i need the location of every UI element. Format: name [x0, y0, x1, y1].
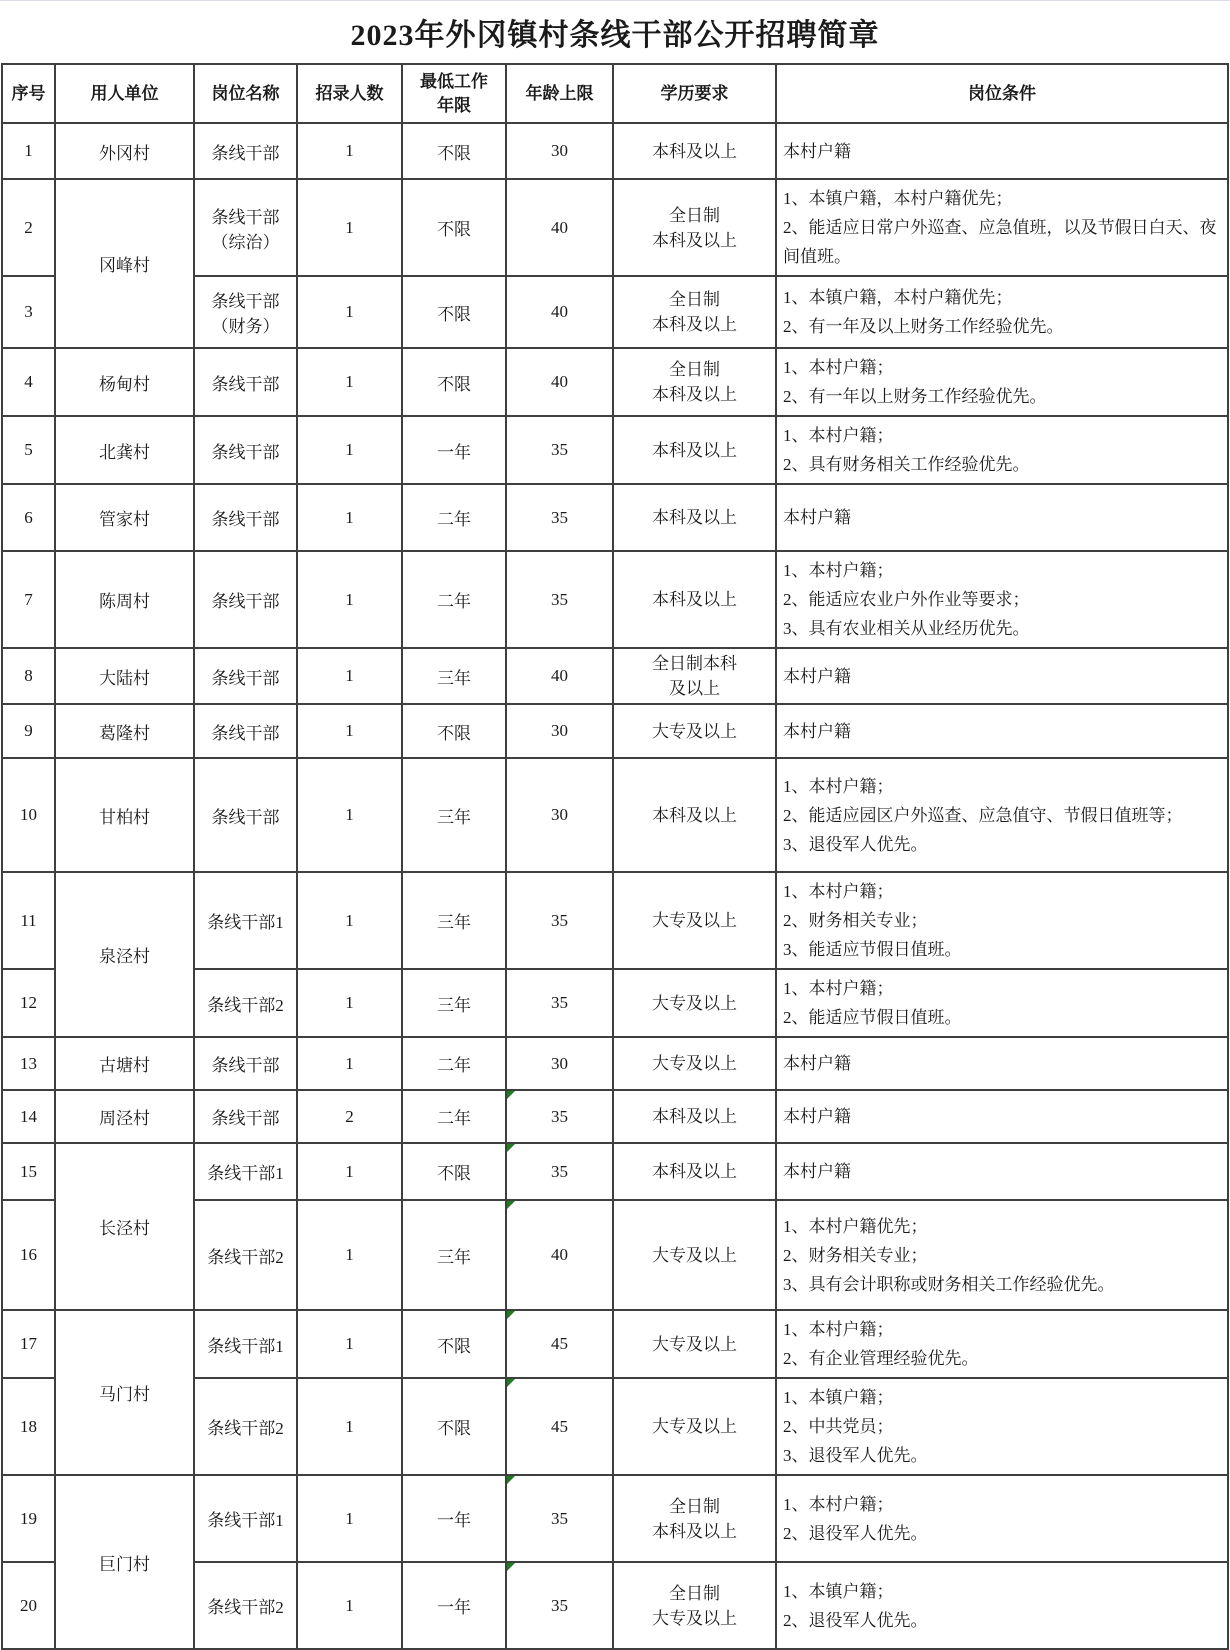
column-header-line: 岗位名称 [211, 83, 280, 103]
condition-line: 1、本镇户籍； [783, 1388, 894, 1407]
cell-education [613, 1090, 776, 1143]
cell-education [613, 1143, 776, 1200]
cell-position: 条线干部2 [194, 1378, 297, 1475]
cell-education [613, 969, 776, 1037]
cell-no: 15 [2, 1143, 55, 1200]
cell-count: 1 [297, 872, 402, 969]
cell-age-limit: 45 [506, 1310, 613, 1378]
condition-line: 本村户籍 [783, 1107, 851, 1126]
cell-no: 17 [2, 1310, 55, 1378]
cell-conditions [776, 1378, 1228, 1475]
education-line: 本科及以上 [652, 1162, 737, 1181]
table-row [2, 1143, 1228, 1200]
cell-count: 1 [297, 1562, 402, 1649]
cell-count: 1 [297, 648, 402, 704]
condition-line: 2、具有财务相关工作经验优先。 [783, 455, 1030, 474]
education-line: 大专及以上 [652, 1334, 737, 1354]
excel-error-flag-icon [507, 1563, 515, 1571]
cell-village: 大陆村 [55, 648, 194, 704]
condition-line: 2、有一年及以上财务工作经验优先。 [783, 317, 1064, 336]
cell-education [613, 1200, 776, 1310]
cell-no: 8 [2, 648, 55, 704]
cell-age-limit: 30 [506, 758, 613, 872]
education-line: 大专及以上 [652, 1608, 737, 1628]
cell-no: 14 [2, 1090, 55, 1143]
column-header-age-limit [506, 64, 613, 123]
excel-error-flag-icon [507, 1144, 515, 1152]
cell-no: 7 [2, 551, 55, 648]
cell-count: 1 [297, 1200, 402, 1310]
cell-min-years: 二年 [402, 1090, 506, 1143]
table-row [2, 551, 1228, 648]
education-line: 本科及以上 [652, 141, 737, 161]
cell-min-years: 三年 [402, 1200, 506, 1310]
cell-count: 1 [297, 348, 402, 416]
condition-line: 1、本镇户籍； [783, 1581, 894, 1601]
cell-no: 11 [2, 872, 55, 969]
excel-error-flag-icon [507, 1476, 515, 1484]
column-header-line: 学历要求 [660, 83, 729, 103]
condition-line: 2、有企业管理经验优先。 [783, 1349, 979, 1368]
condition-line: 本村户籍 [783, 1162, 851, 1181]
condition-line: 2、财务相关专业； [783, 1245, 928, 1265]
cell-count: 1 [297, 276, 402, 348]
cell-education [613, 1562, 776, 1649]
table-row [2, 1090, 1228, 1143]
condition-line: 2、退役军人优先。 [783, 1610, 928, 1630]
cell-no: 1 [2, 123, 55, 179]
condition-line: 本村户籍 [783, 141, 851, 161]
cell-count: 1 [297, 179, 402, 276]
cell-age-limit: 35 [506, 1475, 613, 1562]
condition-line: 本村户籍 [783, 1054, 851, 1073]
cell-age-limit: 40 [506, 648, 613, 704]
column-header-position [194, 64, 297, 123]
column-header-line: 岗位条件 [968, 83, 1036, 103]
cell-conditions [776, 1037, 1228, 1090]
cell-conditions [776, 551, 1228, 648]
table-row [2, 348, 1228, 416]
cell-position: 条线干部1 [194, 1143, 297, 1200]
condition-line: 1、本村户籍； [783, 561, 894, 580]
condition-line: 1、本村户籍； [783, 776, 894, 796]
header-row [2, 64, 1228, 123]
cell-age-limit: 40 [506, 179, 613, 276]
education-line: 本科及以上 [652, 440, 737, 460]
cell-min-years: 三年 [402, 872, 506, 969]
cell-education [613, 872, 776, 969]
education-line: 全日制 [669, 1583, 720, 1603]
cell-position: 条线干部 [194, 484, 297, 551]
cell-village: 陈周村 [55, 551, 194, 648]
cell-no: 5 [2, 416, 55, 484]
cell-min-years: 不限 [402, 276, 506, 348]
condition-line: 2、能适应节假日值班。 [783, 1008, 962, 1027]
table-row [2, 1310, 1228, 1378]
page-title: 2023年外冈镇村条线干部公开招聘简章 [350, 19, 880, 52]
education-line: 本科及以上 [652, 1107, 737, 1126]
table-row [2, 416, 1228, 484]
cell-village: 冈峰村 [55, 179, 194, 348]
cell-min-years: 一年 [402, 1475, 506, 1562]
education-line: 本科及以上 [652, 1521, 737, 1541]
condition-line: 1、本村户籍； [783, 882, 894, 901]
cell-conditions [776, 484, 1228, 551]
cell-position: 条线干部（综治） [194, 179, 297, 276]
cell-education [613, 276, 776, 348]
education-line: 全日制 [669, 1496, 720, 1516]
cell-position: 条线干部2 [194, 969, 297, 1037]
cell-count: 1 [297, 416, 402, 484]
cell-min-years: 不限 [402, 1378, 506, 1475]
cell-count: 1 [297, 1310, 402, 1378]
education-line: 本科及以上 [652, 508, 737, 527]
table-header [2, 64, 1228, 123]
education-line: 全日制 [669, 290, 720, 309]
cell-conditions [776, 1200, 1228, 1310]
education-line: 大专及以上 [652, 1417, 737, 1436]
condition-line: 2、能适应农业户外作业等要求； [783, 590, 1030, 609]
condition-line: 1、本村户籍； [783, 358, 894, 377]
cell-no: 6 [2, 484, 55, 551]
column-header-line: 用人单位 [90, 83, 159, 103]
cell-position: 条线干部1 [194, 1475, 297, 1562]
cell-age-limit: 35 [506, 1143, 613, 1200]
table-row [2, 648, 1228, 704]
education-line: 全日制本科 [652, 654, 737, 673]
cell-no: 19 [2, 1475, 55, 1562]
cell-education [613, 1310, 776, 1378]
cell-position: 条线干部 [194, 648, 297, 704]
education-line: 本科及以上 [652, 385, 737, 404]
cell-conditions [776, 648, 1228, 704]
cell-conditions [776, 123, 1228, 179]
cell-position: 条线干部2 [194, 1200, 297, 1310]
education-line: 本科及以上 [652, 315, 737, 334]
cell-position: 条线干部（财务） [194, 276, 297, 348]
cell-no: 20 [2, 1562, 55, 1649]
cell-min-years: 三年 [402, 758, 506, 872]
cell-no: 2 [2, 179, 55, 276]
column-header-count [297, 64, 402, 123]
excel-error-flag-icon [507, 1091, 515, 1099]
cell-count: 1 [297, 1378, 402, 1475]
cell-count: 1 [297, 1143, 402, 1200]
cell-age-limit: 35 [506, 872, 613, 969]
condition-line: 3、退役军人优先。 [783, 1446, 928, 1465]
cell-village: 杨甸村 [55, 348, 194, 416]
cell-age-limit: 40 [506, 348, 613, 416]
cell-age-limit: 45 [506, 1378, 613, 1475]
column-header-min-years [402, 64, 506, 123]
cell-position: 条线干部2 [194, 1562, 297, 1649]
cell-education [613, 704, 776, 758]
cell-education [613, 1378, 776, 1475]
cell-position: 条线干部 [194, 123, 297, 179]
cell-conditions [776, 348, 1228, 416]
cell-age-limit: 30 [506, 704, 613, 758]
education-line: 本科及以上 [652, 230, 737, 250]
cell-conditions [776, 758, 1228, 872]
table-row [2, 872, 1228, 969]
cell-no: 10 [2, 758, 55, 872]
condition-line: 1、本村户籍； [783, 1320, 894, 1339]
recruitment-table [1, 63, 1229, 1650]
cell-no: 3 [2, 276, 55, 348]
cell-position: 条线干部 [194, 758, 297, 872]
cell-age-limit: 40 [506, 1200, 613, 1310]
table-row [2, 1037, 1228, 1090]
condition-line: 本村户籍 [783, 721, 851, 741]
cell-village: 长泾村 [55, 1143, 194, 1310]
cell-min-years: 三年 [402, 648, 506, 704]
cell-age-limit: 30 [506, 1037, 613, 1090]
cell-conditions [776, 1562, 1228, 1649]
cell-no: 16 [2, 1200, 55, 1310]
cell-position: 条线干部1 [194, 1310, 297, 1378]
column-header-line: 最低工作 [420, 71, 488, 91]
cell-count: 1 [297, 551, 402, 648]
cell-no: 13 [2, 1037, 55, 1090]
column-header-line: 年龄上限 [525, 83, 594, 103]
condition-line: 2、能适应园区户外巡查、应急值守、节假日值班等； [783, 805, 1183, 825]
column-header-education [613, 64, 776, 123]
cell-village: 葛隆村 [55, 704, 194, 758]
cell-min-years: 一年 [402, 416, 506, 484]
cell-education [613, 416, 776, 484]
cell-education [613, 1475, 776, 1562]
cell-conditions [776, 1090, 1228, 1143]
cell-count: 1 [297, 969, 402, 1037]
cell-conditions [776, 872, 1228, 969]
condition-line: 2、退役军人优先。 [783, 1523, 928, 1543]
cell-count: 1 [297, 704, 402, 758]
cell-position: 条线干部 [194, 704, 297, 758]
cell-age-limit: 40 [506, 276, 613, 348]
cell-min-years: 二年 [402, 484, 506, 551]
cell-no: 18 [2, 1378, 55, 1475]
condition-line: 1、本村户籍； [783, 979, 894, 998]
cell-village: 管家村 [55, 484, 194, 551]
cell-conditions [776, 179, 1228, 276]
condition-line: 3、能适应节假日值班。 [783, 940, 962, 959]
cell-age-limit: 35 [506, 484, 613, 551]
cell-age-limit: 35 [506, 416, 613, 484]
column-header-conditions [776, 64, 1228, 123]
cell-education [613, 551, 776, 648]
cell-no: 4 [2, 348, 55, 416]
cell-conditions [776, 416, 1228, 484]
column-header-line: 序号 [11, 83, 46, 103]
cell-count: 2 [297, 1090, 402, 1143]
cell-village: 甘柏村 [55, 758, 194, 872]
condition-line: 1、本镇户籍，本村户籍优先； [783, 288, 1013, 307]
cell-conditions [776, 1310, 1228, 1378]
cell-education [613, 123, 776, 179]
cell-education [613, 179, 776, 276]
cell-village: 周泾村 [55, 1090, 194, 1143]
cell-conditions [776, 1475, 1228, 1562]
table-row [2, 484, 1228, 551]
condition-line: 3、退役军人优先。 [783, 834, 928, 854]
cell-age-limit: 35 [506, 1562, 613, 1649]
column-header-line: 招录人数 [315, 83, 384, 103]
table-row [2, 179, 1228, 276]
cell-position: 条线干部 [194, 1090, 297, 1143]
cell-no: 12 [2, 969, 55, 1037]
education-line: 大专及以上 [652, 721, 737, 741]
table-row [2, 704, 1228, 758]
condition-line: 本村户籍 [783, 666, 851, 686]
cell-count: 1 [297, 484, 402, 551]
cell-age-limit: 35 [506, 969, 613, 1037]
condition-line: 3、具有会计职称或财务相关工作经验优先。 [783, 1274, 1115, 1294]
column-header-employer [55, 64, 194, 123]
cell-position: 条线干部 [194, 551, 297, 648]
cell-conditions [776, 1143, 1228, 1200]
column-header-line: 年限 [437, 95, 471, 115]
cell-conditions [776, 704, 1228, 758]
condition-line: 2、能适应日常户外巡查、应急值班，以及节假日白天、夜间值班。 [783, 218, 1217, 266]
education-line: 全日制 [669, 205, 720, 225]
excel-error-flag-icon [507, 1379, 515, 1387]
cell-min-years: 不限 [402, 1310, 506, 1378]
cell-count: 1 [297, 758, 402, 872]
cell-count: 1 [297, 123, 402, 179]
condition-line: 1、本村户籍； [783, 426, 894, 445]
table-row [2, 1475, 1228, 1562]
cell-age-limit: 30 [506, 123, 613, 179]
cell-village: 外冈村 [55, 123, 194, 179]
cell-education [613, 1037, 776, 1090]
cell-conditions [776, 969, 1228, 1037]
cell-min-years: 不限 [402, 704, 506, 758]
cell-education [613, 648, 776, 704]
cell-min-years: 不限 [402, 123, 506, 179]
education-line: 本科及以上 [652, 590, 737, 609]
education-line: 大专及以上 [652, 1245, 737, 1265]
cell-age-limit: 35 [506, 1090, 613, 1143]
cell-village: 马门村 [55, 1310, 194, 1475]
table-row [2, 758, 1228, 872]
condition-line: 1、本村户籍； [783, 1494, 894, 1514]
cell-count: 1 [297, 1037, 402, 1090]
education-line: 大专及以上 [652, 1054, 737, 1073]
cell-no: 9 [2, 704, 55, 758]
condition-line: 1、本村户籍优先； [783, 1216, 928, 1236]
cell-position: 条线干部 [194, 348, 297, 416]
cell-age-limit: 35 [506, 551, 613, 648]
cell-education [613, 758, 776, 872]
cell-conditions [776, 276, 1228, 348]
condition-line: 2、财务相关专业； [783, 911, 928, 930]
cell-position: 条线干部 [194, 416, 297, 484]
cell-education [613, 348, 776, 416]
education-line: 及以上 [669, 679, 720, 698]
cell-village: 泉泾村 [55, 872, 194, 1037]
column-header-no [2, 64, 55, 123]
condition-line: 2、有一年以上财务工作经验优先。 [783, 387, 1047, 406]
cell-min-years: 三年 [402, 969, 506, 1037]
cell-min-years: 二年 [402, 1037, 506, 1090]
education-line: 全日制 [669, 360, 720, 379]
condition-line: 2、中共党员； [783, 1417, 894, 1436]
cell-position: 条线干部1 [194, 872, 297, 969]
condition-line: 1、本镇户籍，本村户籍优先； [783, 189, 1013, 208]
cell-min-years: 不限 [402, 1143, 506, 1200]
education-line: 大专及以上 [652, 993, 737, 1013]
cell-min-years: 不限 [402, 348, 506, 416]
cell-village: 北龚村 [55, 416, 194, 484]
cell-min-years: 二年 [402, 551, 506, 648]
cell-education [613, 484, 776, 551]
cell-village: 古塘村 [55, 1037, 194, 1090]
condition-line: 本村户籍 [783, 508, 851, 527]
excel-error-flag-icon [507, 1311, 515, 1319]
table-row [2, 123, 1228, 179]
condition-line: 3、具有农业相关从业经历优先。 [783, 619, 1030, 638]
excel-error-flag-icon [507, 1201, 515, 1209]
cell-position: 条线干部 [194, 1037, 297, 1090]
education-line: 大专及以上 [652, 911, 737, 930]
cell-min-years: 一年 [402, 1562, 506, 1649]
cell-min-years: 不限 [402, 179, 506, 276]
cell-village: 巨门村 [55, 1475, 194, 1649]
table-body [2, 123, 1228, 1649]
cell-count: 1 [297, 1475, 402, 1562]
education-line: 本科及以上 [652, 805, 737, 825]
